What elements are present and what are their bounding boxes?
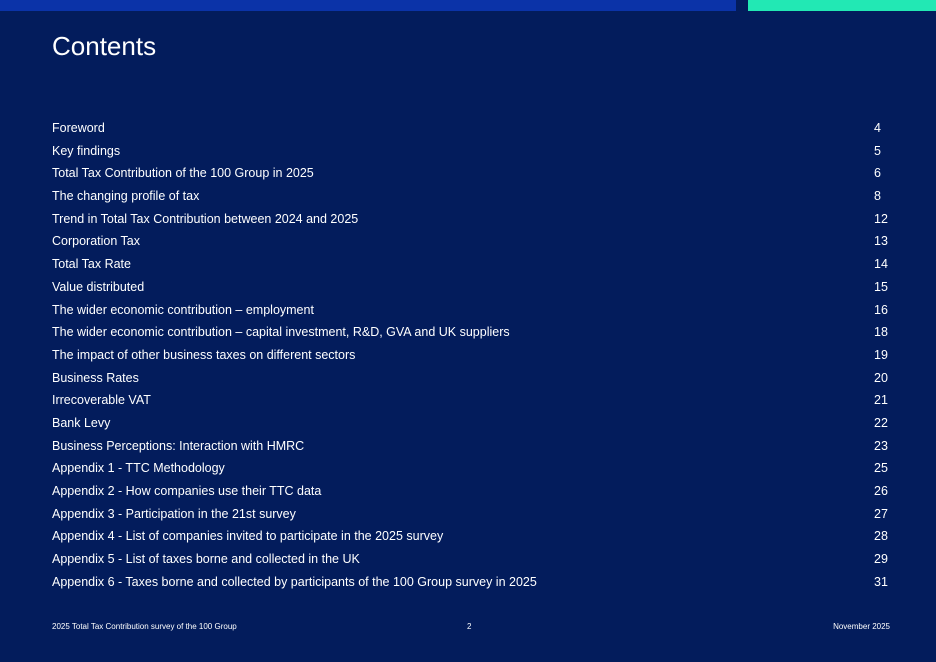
toc-entry-label[interactable]: Business Perceptions: Interaction with HMRC (52, 438, 305, 453)
toc-entry-label[interactable]: Appendix 3 - Participation in the 21st survey (52, 506, 296, 521)
toc-entry[interactable] (52, 230, 888, 253)
toc-entry-label[interactable]: Key findings (52, 143, 121, 158)
footer-date: November 2025 (833, 622, 890, 631)
toc-entry[interactable] (52, 435, 888, 458)
toc-entry-page-number: 18 (874, 325, 888, 340)
toc-entry-label[interactable]: The changing profile of tax (52, 189, 200, 204)
toc-entry-page-number: 13 (874, 234, 888, 249)
toc-entry-label[interactable]: Appendix 6 - Taxes borne and collected by participants of the 100 Group survey in 2025 (52, 574, 537, 589)
toc-entry-label[interactable]: The wider economic contribution – capital investment, R&D, GVA and UK suppliers (52, 325, 510, 340)
toc-entry-page-number: 27 (874, 506, 888, 521)
toc-entry[interactable] (52, 208, 888, 231)
toc-entry[interactable] (52, 457, 888, 480)
toc-entry-label[interactable]: Business Rates (52, 370, 139, 385)
toc-entry[interactable] (52, 389, 888, 412)
toc-entry-page-number: 20 (874, 370, 888, 385)
toc-entry[interactable] (52, 276, 888, 299)
toc-entry-label[interactable]: Appendix 2 - How companies use their TTC data (52, 484, 322, 498)
toc-entry[interactable] (52, 321, 888, 344)
page-title: Contents (52, 31, 157, 61)
table-of-contents (52, 117, 888, 593)
toc-entry-page-number: 29 (874, 552, 888, 567)
toc-entry-label[interactable]: Value distributed (52, 279, 145, 294)
toc-entry[interactable] (52, 185, 888, 208)
toc-entry[interactable] (52, 571, 888, 594)
toc-entry-page-number: 31 (874, 574, 888, 589)
toc-entry-page-number: 5 (874, 143, 881, 158)
top-accent-bar-blue (0, 0, 736, 11)
toc-entry[interactable] (52, 299, 888, 322)
toc-entry-label[interactable]: Appendix 5 - List of taxes borne and collected in the UK (52, 552, 360, 567)
top-accent-bar-teal (748, 0, 936, 11)
toc-entry[interactable] (52, 253, 888, 276)
toc-entry-page-number: 12 (874, 211, 888, 226)
footer-page-number: 2 (467, 622, 472, 631)
toc-entry-label[interactable]: Trend in Total Tax Contribution between 2024 and 2025 (52, 211, 359, 226)
toc-entry-page-number: 8 (874, 189, 881, 204)
toc-entry[interactable] (52, 117, 888, 140)
toc-entry[interactable] (52, 525, 888, 548)
toc-entry-page-number: 14 (874, 257, 888, 272)
toc-entry-label[interactable]: Corporation Tax (52, 234, 141, 249)
toc-entry[interactable] (52, 480, 888, 503)
toc-entry-page-number: 16 (874, 302, 888, 317)
toc-entry-label[interactable]: Appendix 4 - List of companies invited to participate in the 2025 survey (52, 529, 444, 544)
toc-entry-label[interactable]: Bank Levy (52, 415, 111, 430)
toc-entry[interactable] (52, 162, 888, 185)
toc-entry-page-number: 22 (874, 415, 888, 430)
toc-entry-label[interactable]: Foreword (52, 121, 105, 135)
toc-entry-label[interactable]: The impact of other business taxes on different sectors (52, 347, 356, 362)
toc-entry-label[interactable]: Irrecoverable VAT (52, 393, 151, 408)
toc-entry-page-number: 26 (874, 484, 888, 498)
toc-entry-page-number: 28 (874, 529, 888, 544)
toc-entry[interactable] (52, 503, 888, 526)
toc-entry[interactable] (52, 412, 888, 435)
toc-entry-page-number: 6 (874, 166, 881, 181)
toc-entry-page-number: 19 (874, 347, 888, 362)
toc-entry-page-number: 21 (874, 393, 888, 408)
footer-report-title: 2025 Total Tax Contribution survey of the 100 Group (52, 622, 237, 631)
toc-entry-page-number: 15 (874, 279, 888, 294)
toc-entry-label[interactable]: Total Tax Rate (52, 257, 131, 272)
toc-entry-label[interactable]: Total Tax Contribution of the 100 Group in 2025 (52, 166, 314, 181)
toc-entry[interactable] (52, 344, 888, 367)
toc-entry-label[interactable]: The wider economic contribution – employment (52, 302, 314, 317)
toc-entry[interactable] (52, 548, 888, 571)
toc-entry-page-number: 4 (874, 121, 881, 135)
toc-entry-label[interactable]: Appendix 1 - TTC Methodology (52, 461, 225, 476)
toc-entry-page-number: 25 (874, 461, 888, 476)
toc-entry[interactable] (52, 140, 888, 163)
toc-entry-page-number: 23 (874, 438, 888, 453)
toc-entry[interactable] (52, 367, 888, 390)
